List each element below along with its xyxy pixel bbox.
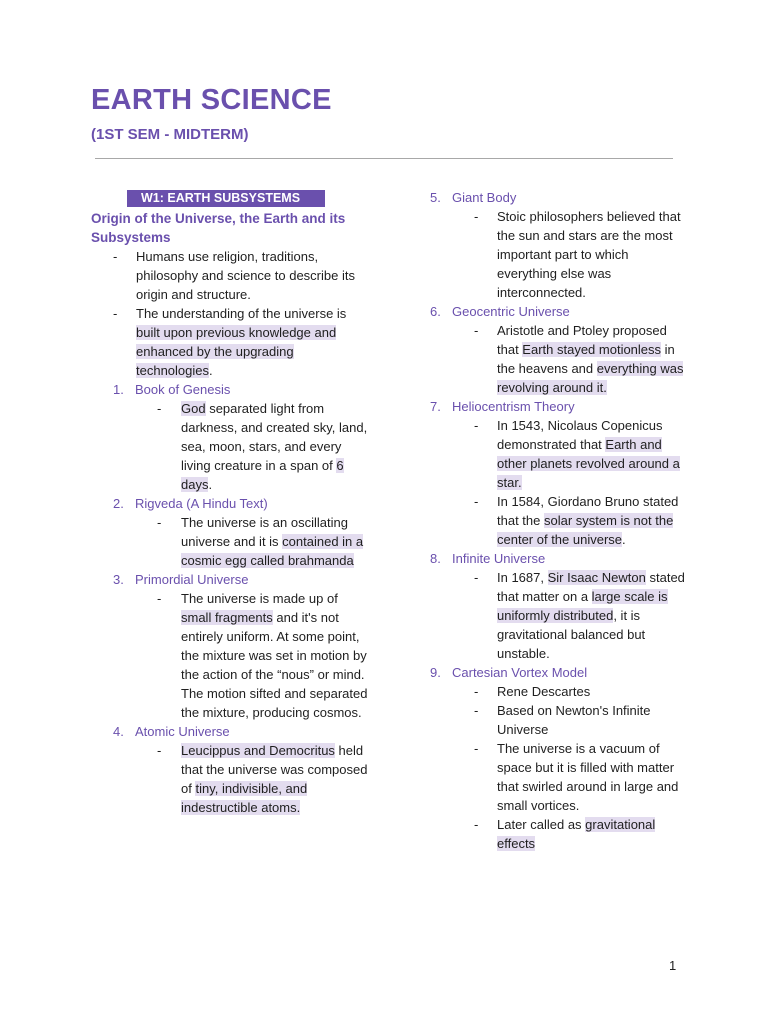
bullet-dash: - xyxy=(474,494,479,509)
theory-name: Atomic Universe xyxy=(135,724,230,739)
sub-bullet: - Later called as gravitational effects xyxy=(474,817,656,851)
theory-number: 4. xyxy=(113,724,124,739)
highlight: contained in a cosmic egg called brahmanda xyxy=(181,534,364,568)
bullet-dash: - xyxy=(157,401,162,416)
highlight: tiny, indivisible, and indestructible atoms. xyxy=(181,781,308,815)
highlight: God xyxy=(181,401,206,416)
theory-name: Book of Genesis xyxy=(135,382,231,397)
bullet-dash: - xyxy=(474,684,479,699)
theory-name: Infinite Universe xyxy=(452,551,546,566)
theory-name: Giant Body xyxy=(452,190,517,205)
bullet-dash: - xyxy=(474,570,479,585)
theory-number: 5. xyxy=(430,190,441,205)
sub-bullet: - The universe is made up of small fragments and it's not entirely uniform. At some point, the mixture was set in motion by the action of the “nous” or mind. The motion sifted and separated the mixture, producing cosmos. xyxy=(157,591,368,720)
bullet-dash: - xyxy=(474,418,479,433)
document-subtitle: (1ST SEM - MIDTERM) xyxy=(91,126,249,143)
sub-bullet: - The universe is a vacuum of space but it is filled with matter that swirled around in large and small vortices. xyxy=(474,741,679,813)
highlight: solar system is not the center of the universe xyxy=(497,513,674,547)
theory-item xyxy=(430,188,685,207)
theory-name: Cartesian Vortex Model xyxy=(452,665,588,680)
theory-item xyxy=(91,570,371,589)
bullet-dash: - xyxy=(157,591,162,606)
highlight: built upon previous knowledge and enhanced by the upgrading technologies xyxy=(136,325,337,378)
bullet-dash: - xyxy=(157,743,162,758)
theory-number: 6. xyxy=(430,304,441,319)
theory-name: Primordial Universe xyxy=(135,572,249,587)
theory-item xyxy=(430,397,685,416)
bullet-dash: - xyxy=(157,515,162,530)
sub-bullet: - God separated light from darkness, and created sky, land, sea, moon, stars, and every living creature in a span of 6 days. xyxy=(157,401,368,492)
highlight: Leucippus and Democritus xyxy=(181,743,335,758)
sub-bullet: - The universe is an oscillating universe and it is contained in a cosmic egg called brahmanda xyxy=(157,515,364,568)
theory-item xyxy=(91,380,371,399)
left-column xyxy=(91,188,371,817)
highlight: everything was revolving around it. xyxy=(497,361,684,395)
sub-bullet: - Aristotle and Ptoley proposed that Earth stayed motionless in the heavens and everything was revolving around it. xyxy=(474,323,684,395)
theory-number: 8. xyxy=(430,551,441,566)
theory-number: 3. xyxy=(113,572,124,587)
theory-item xyxy=(430,663,685,682)
bullet-dash: - xyxy=(113,306,118,321)
theory-name: Geocentric Universe xyxy=(452,304,570,319)
sub-bullet: - In 1543, Nicolaus Copenicus demonstrated that Earth and other planets revolved around a star. xyxy=(474,418,680,490)
bullet-dash: - xyxy=(113,249,118,264)
theory-item xyxy=(430,302,685,321)
sub-bullet: - Stoic philosophers believed that the sun and stars are the most important part to which everything else was interconnected. xyxy=(474,209,681,300)
theory-number: 2. xyxy=(113,496,124,511)
theory-name: Heliocentrism Theory xyxy=(452,399,575,414)
highlight: large scale is uniformly distributed xyxy=(497,589,668,623)
sub-bullet: - Based on Newton's Infinite Universe xyxy=(474,703,651,737)
bullet-dash: - xyxy=(474,703,479,718)
highlight: small fragments xyxy=(181,610,273,625)
bullet-dash: - xyxy=(474,817,479,832)
sub-bullet: - Leucippus and Democritus held that the universe was composed of tiny, indivisible, and indestructible atoms. xyxy=(157,743,368,815)
theory-number: 7. xyxy=(430,399,441,414)
theory-item xyxy=(430,549,685,568)
highlight: Earth stayed motionless xyxy=(522,342,662,357)
page-number: 1 xyxy=(669,958,677,973)
bullet-dash: - xyxy=(474,209,479,224)
theory-number: 9. xyxy=(430,665,441,680)
bullet-dash: - xyxy=(474,741,479,756)
week-tag: W1: EARTH SUBSYSTEMS xyxy=(127,190,325,207)
bullet-item: - Humans use religion, traditions, philosophy and science to describe its origin and structure. xyxy=(113,249,355,302)
highlight: 6 days xyxy=(181,458,344,492)
highlight: Sir Isaac Newton xyxy=(547,570,646,585)
sub-bullet: - In 1687, Sir Isaac Newton stated that matter on a large scale is uniformly distributed, it is gravitational balanced but unstable. xyxy=(474,570,685,661)
document-title: EARTH SCIENCE xyxy=(91,84,332,116)
theory-number: 1. xyxy=(113,382,124,397)
right-column xyxy=(430,188,685,853)
theory-item xyxy=(91,722,371,741)
theory-name: Rigveda (A Hindu Text) xyxy=(135,496,268,511)
sub-bullet: - In 1584, Giordano Bruno stated that the solar system is not the center of the universe. xyxy=(474,494,679,547)
bullet-item: - The understanding of the universe is built upon previous knowledge and enhanced by the upgrading technologies. xyxy=(113,306,347,378)
highlight: Earth and other planets revolved around a star. xyxy=(497,437,680,490)
theory-item xyxy=(91,494,371,513)
divider xyxy=(95,158,673,159)
sub-bullet: - Rene Descartes xyxy=(474,684,591,699)
bullet-dash: - xyxy=(474,323,479,338)
highlight: gravitational effects xyxy=(497,817,656,851)
section-heading: Origin of the Universe, the Earth and its Subsystems xyxy=(91,211,346,245)
